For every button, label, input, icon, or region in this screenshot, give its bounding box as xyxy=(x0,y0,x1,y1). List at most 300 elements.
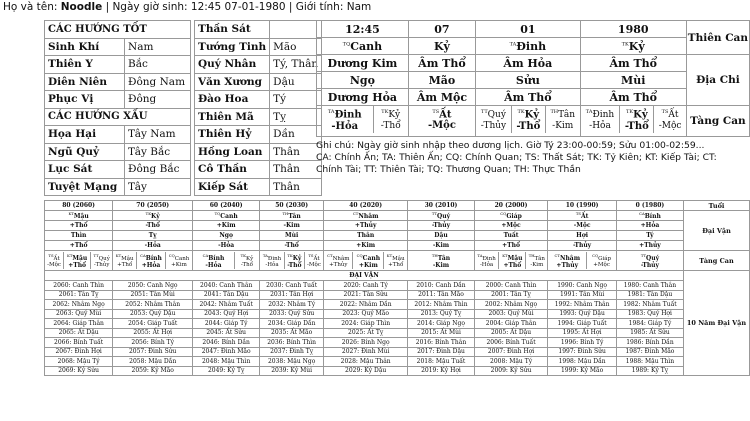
year-cell: 2010: Canh Dần xyxy=(408,281,475,291)
year-cell: 2016: Bính Thân xyxy=(408,338,475,348)
dai-van-age: 60 (2040) xyxy=(193,201,260,211)
year-cell: 2026: Bính Ngọ xyxy=(324,338,408,348)
hidden-stem-name: Đinh xyxy=(267,255,282,262)
star-label: Cô Thần xyxy=(195,161,270,179)
branch-element: Âm Mộc xyxy=(408,89,475,106)
bad-directions-header-row xyxy=(45,108,191,126)
ten-god-code: CQ xyxy=(168,252,175,258)
year-cell: 2064: Giáp Thân xyxy=(45,319,113,329)
dai-van-tang-row xyxy=(45,251,750,271)
year-cell: 2051: Tân Mùi xyxy=(113,290,193,300)
hidden-stem-name: Mậu xyxy=(72,254,88,262)
hidden-stem xyxy=(260,252,284,270)
ten-god-code: KT xyxy=(66,252,73,258)
can-side-label: Thiên Can xyxy=(686,21,749,55)
year-row xyxy=(45,338,750,348)
branch-element: Âm Thổ xyxy=(580,89,686,106)
hidden-stems-group xyxy=(617,252,683,269)
year-cell: 2006: Bính Tuất xyxy=(474,338,548,348)
stem-name: Mậu xyxy=(73,213,89,220)
hidden-stem-element: -Kim xyxy=(432,262,450,269)
star-value: Thân xyxy=(270,161,322,179)
stem-name: Kỷ xyxy=(151,213,160,220)
ten-god-code: CT xyxy=(327,252,333,258)
year-row xyxy=(45,290,750,300)
ten-god-code: TT xyxy=(93,252,99,258)
dai-van-stem xyxy=(616,211,683,221)
direction-label: Diên Niên xyxy=(45,73,125,91)
dai-van-branch: Tỵ xyxy=(113,231,193,241)
year-cell: 2003: Quý Mùi xyxy=(474,309,548,319)
ten-god-code: CA xyxy=(140,252,146,258)
hidden-stems-row xyxy=(113,252,192,270)
hidden-stem-name: Nhâm xyxy=(559,254,581,262)
star-row xyxy=(195,73,322,91)
hidden-stem-element: +Thổ xyxy=(388,262,404,269)
ten-god-code: CT xyxy=(554,252,560,258)
note-text xyxy=(316,140,746,176)
year-cell: 2041: Tân Dậu xyxy=(193,290,260,300)
hidden-stem-element: -Mộc xyxy=(47,262,62,269)
direction-value: Tây xyxy=(125,178,191,196)
stem-name: Quý xyxy=(437,213,451,220)
ten-god-code: TS xyxy=(575,211,581,216)
dai-van-stem-element: -Thủy xyxy=(408,221,475,231)
chi-side-label: Địa Chi xyxy=(686,55,749,106)
dai-van-stem xyxy=(408,211,475,221)
year-cell: 2047: Đinh Mão xyxy=(193,347,260,357)
hidden-stems-row xyxy=(409,106,475,132)
ten-god-code: TA xyxy=(585,109,593,115)
year-cell: 2023: Quý Mão xyxy=(324,309,408,319)
dai-van-branch: Thân xyxy=(324,231,408,241)
star-row xyxy=(195,126,322,144)
year-cell: 2057: Đinh Sửu xyxy=(113,347,193,357)
star-value: Thân xyxy=(270,178,322,196)
pillar-title-row xyxy=(317,21,750,38)
hidden-stems-row xyxy=(45,252,112,270)
stem-name: Canh xyxy=(220,213,238,220)
year-cell: 1985: Ất Sửu xyxy=(616,328,683,338)
dai-van-section-title: ĐẠI VẬN xyxy=(45,271,684,281)
direction-row xyxy=(45,178,191,196)
star-row xyxy=(195,108,322,126)
star-label: Quý Nhân xyxy=(195,56,270,74)
year-cell: 2043: Quý Hợi xyxy=(193,309,260,319)
dai-van-branch-element: +Kim xyxy=(324,241,408,251)
stem-name: Nhâm xyxy=(358,213,379,220)
year-cell: 1982: Nhâm Tuất xyxy=(616,300,683,310)
hidden-stems-group xyxy=(317,106,408,133)
hidden-stems-group xyxy=(408,252,474,269)
direction-value: Tây Nam xyxy=(125,126,191,144)
hidden-stem-name: Ất xyxy=(313,255,320,262)
dai-van-age: 10 (1990) xyxy=(548,201,617,211)
year-cell: 2019: Kỷ Hợi xyxy=(408,366,475,376)
heavenly-stem xyxy=(408,38,475,55)
direction-value: Đông Bắc xyxy=(125,161,191,179)
year-cell: 2011: Tân Mão xyxy=(408,290,475,300)
hidden-stem-element: -Thổ xyxy=(624,120,649,132)
year-cell: 2000: Canh Thìn xyxy=(474,281,548,291)
hidden-stem xyxy=(545,106,579,133)
hidden-stem-element: +Kim xyxy=(171,262,187,269)
year-row xyxy=(45,366,750,376)
ten-god-code: CQ xyxy=(592,252,599,258)
star-label: Tướng Tinh xyxy=(195,38,270,56)
dai-van-branch-element: -Hỏa xyxy=(113,241,193,251)
hidden-stems-group xyxy=(260,252,323,270)
hidden-stem-element: -Thổ xyxy=(240,262,254,269)
stem-element: Âm Hỏa xyxy=(476,55,581,72)
year-cell: 2029: Kỷ Dậu xyxy=(324,366,408,376)
dai-van-stem-element: +Mộc xyxy=(474,221,548,231)
hidden-stems-cell xyxy=(317,106,409,137)
dai-van-stem xyxy=(260,211,324,221)
dai-van-stem-element: -Thổ xyxy=(113,221,193,231)
year-cell: 2053: Quý Dậu xyxy=(113,309,193,319)
year-cell: 1991: Tân Mùi xyxy=(548,290,617,300)
year-cell: 2012: Nhâm Thìn xyxy=(408,300,475,310)
stem-element: Dương Kim xyxy=(317,55,409,72)
dai-van-chi-element-row xyxy=(45,241,750,251)
hidden-stems-group xyxy=(409,106,475,132)
hidden-stem-name: Bính xyxy=(145,254,162,262)
direction-table xyxy=(44,20,191,196)
hidden-stem-name: Mậu xyxy=(392,255,405,262)
hidden-stem-name: Nhâm xyxy=(332,255,350,262)
hidden-stem-name: Bính xyxy=(208,254,225,262)
note-line-1: Ghi chú: Ngày giờ sinh nhập theo dương lịch. Giờ Tý 23:00-00:59; Sửu 01:00-02:59... xyxy=(316,140,705,151)
dai-van-branch-element: +Thủy xyxy=(616,241,683,251)
dai-van-stem xyxy=(548,211,617,221)
direction-label: Tuyệt Mạng xyxy=(45,178,125,196)
hidden-stem-name: Ất xyxy=(439,109,452,121)
hidden-stem-name: Tân xyxy=(558,110,576,120)
direction-label: Ngũ Quỷ xyxy=(45,143,125,161)
pillar-table xyxy=(316,20,750,137)
ten-god-code: CQ xyxy=(356,252,363,258)
hidden-stems-row xyxy=(476,106,580,133)
ten-god-code: TQ xyxy=(214,211,221,216)
star-row xyxy=(195,91,322,109)
hidden-stem xyxy=(409,106,475,132)
ten-god-code: KT xyxy=(68,211,74,216)
hidden-stems-row xyxy=(260,252,323,270)
ten-god-code: TS xyxy=(48,252,54,258)
hidden-stem-element: -Hỏa xyxy=(265,262,279,269)
year-cell: 1981: Tân Dậu xyxy=(616,290,683,300)
dai-van-age-row xyxy=(45,201,750,211)
hidden-stem-element: +Hỏa xyxy=(141,261,161,269)
ten-god-code: TH xyxy=(282,211,289,216)
direction-label: Sinh Khí xyxy=(45,38,125,56)
year-cell: 2004: Giáp Thân xyxy=(474,319,548,329)
hidden-stem-element: -Thổ xyxy=(380,121,401,131)
dai-van-branch: Tuất xyxy=(474,231,548,241)
direction-row xyxy=(45,73,191,91)
year-cell: 2017: Đinh Dậu xyxy=(408,347,475,357)
year-cell: 2009: Kỷ Sửu xyxy=(474,366,548,376)
earthly-branch: Mùi xyxy=(580,72,686,89)
ten-god-code: TA xyxy=(509,40,517,47)
year-cell: 2038: Mậu Ngọ xyxy=(260,357,324,367)
stem-name: Bính xyxy=(644,213,661,220)
year-cell: 1989: Kỷ Tỵ xyxy=(616,366,683,376)
ten-god-code: TK xyxy=(381,109,389,115)
star-value: Dần xyxy=(270,126,322,144)
year-cell: 2063: Quý Mùi xyxy=(45,309,113,319)
year-cell: 2024: Giáp Thìn xyxy=(324,319,408,329)
ten-god-code: TH xyxy=(528,252,535,258)
year-cell: 2061: Tân Tỵ xyxy=(45,290,113,300)
year-cell: 1993: Quý Dậu xyxy=(548,309,617,319)
hidden-stem-name: Mậu xyxy=(121,255,134,262)
tang-can-label: Tàng Can xyxy=(684,251,750,271)
hidden-stem xyxy=(475,252,499,270)
dai-van-label: Đại Vận xyxy=(684,211,750,251)
year-cell: 2046: Bính Dần xyxy=(193,338,260,348)
hidden-stems-cell xyxy=(408,106,475,137)
year-cell: 2025: Ất Tỵ xyxy=(324,328,408,338)
year-cell: 2021: Tân Sửu xyxy=(324,290,408,300)
star-value: Mão xyxy=(270,38,322,56)
hidden-stem-name: Canh xyxy=(174,255,190,262)
hidden-stem-name: Đinh xyxy=(592,110,615,120)
dai-van-branch: Thìn xyxy=(45,231,113,241)
year-cell: 2066: Bính Tuất xyxy=(45,338,113,348)
year-cell: 1988: Mậu Thìn xyxy=(616,357,683,367)
year-cell: 1983: Quý Hợi xyxy=(616,309,683,319)
note-line-2: CA: Chính Ấn; TA: Thiên Ấn; CQ: Chính Quan; TS: Thất Sát; TK: Tỷ Kiên; KT: Kiếp Tài; CT: Chính Tài; TT: Thiên Tài; TQ: Thương Quan; TH: Thực Thần xyxy=(316,152,717,175)
hidden-stem xyxy=(353,252,384,270)
earthly-branch: Mão xyxy=(408,72,475,89)
pillar-title: 1980 xyxy=(580,21,686,38)
year-cell: 2039: Kỷ Mùi xyxy=(260,366,324,376)
birth-value: 12:45 07-01-1980 xyxy=(190,1,286,13)
star-label: Văn Xương xyxy=(195,73,270,91)
stem-name: Tân xyxy=(288,213,301,220)
direction-label: Lục Sát xyxy=(45,161,125,179)
direction-value: Nam xyxy=(125,38,191,56)
ten-god-code: TS xyxy=(661,109,669,115)
ten-god-code: TH xyxy=(431,253,438,258)
hidden-stems-row xyxy=(548,252,616,270)
hidden-stem-element: +Thủy xyxy=(556,261,579,269)
hidden-stem-element: -Hỏa xyxy=(479,262,494,269)
hidden-stem xyxy=(408,252,474,269)
ten-god-code: TA xyxy=(477,252,483,258)
hidden-stem xyxy=(91,252,113,270)
pillar-chi-element-row xyxy=(317,89,750,106)
dai-van-section-row xyxy=(45,271,750,281)
hidden-stem-name: Tân xyxy=(437,255,451,262)
hidden-stem xyxy=(587,252,616,270)
hidden-stem-element: -Kim xyxy=(530,262,544,269)
year-cell: 2005: Ất Dậu xyxy=(474,328,548,338)
ten-god-code: TS xyxy=(308,252,314,258)
hidden-stem xyxy=(526,252,547,270)
dai-van-branch-element: -Kim xyxy=(408,241,475,251)
dai-van-stem-element: -Kim xyxy=(260,221,324,231)
year-cell: 1996: Bính Tý xyxy=(548,338,617,348)
branch-element: Âm Thổ xyxy=(476,89,581,106)
hidden-stems-group xyxy=(45,252,112,270)
hidden-stem xyxy=(304,252,323,270)
pillar-title: 07 xyxy=(408,21,475,38)
ten-god-code: TQ xyxy=(342,40,351,47)
hidden-stem-name: Đinh xyxy=(334,109,362,121)
star-value xyxy=(270,21,322,39)
ten-god-code: TA xyxy=(327,109,335,116)
star-row xyxy=(195,143,322,161)
hidden-stem-name: Ất xyxy=(53,255,60,262)
earthly-branch: Sửu xyxy=(476,72,581,89)
direction-row xyxy=(45,126,191,144)
direction-value: Đông Nam xyxy=(125,73,191,91)
header-separator: | xyxy=(105,1,110,13)
direction-label: Phục Vị xyxy=(45,91,125,109)
dai-van-branch-element: -Thổ xyxy=(260,241,324,251)
dai-van-branch: Mùi xyxy=(260,231,324,241)
year-cell: 2028: Mậu Thân xyxy=(324,357,408,367)
star-label: Thần Sát xyxy=(195,21,270,39)
year-cell: 2014: Giáp Ngọ xyxy=(408,319,475,329)
ten-god-code: KT xyxy=(502,252,508,258)
star-label: Kiếp Sát xyxy=(195,178,270,196)
year-cell: 1992: Nhâm Thân xyxy=(548,300,617,310)
direction-value: Đông xyxy=(125,91,191,109)
hidden-stem xyxy=(620,106,654,133)
year-cell: 2018: Mậu Tuất xyxy=(408,357,475,367)
hidden-stems-group xyxy=(548,252,616,270)
dai-van-hidden-cell xyxy=(616,251,683,271)
direction-label: Họa Hại xyxy=(45,126,125,144)
tuoi-label: Tuổi xyxy=(684,201,750,211)
year-cell: 2036: Bính Thìn xyxy=(260,338,324,348)
ten-god-code: TT xyxy=(480,109,488,115)
hidden-stem-name: Canh xyxy=(362,254,381,262)
star-value: Thân xyxy=(270,143,322,161)
hidden-stems-group xyxy=(476,106,580,133)
year-cell: 2058: Mậu Dần xyxy=(113,357,193,367)
ten-god-code: TK xyxy=(287,252,293,258)
tang-side-label: Tàng Can xyxy=(686,106,749,137)
hidden-stem-element: -Mộc xyxy=(658,121,682,131)
year-row xyxy=(45,309,750,319)
hidden-stem-element: -Thổ xyxy=(287,261,302,269)
direction-row xyxy=(45,143,191,161)
hidden-stem-name: Mậu xyxy=(507,254,523,262)
year-cell: 2042: Nhâm Tuất xyxy=(193,300,260,310)
ten-god-code: TK xyxy=(626,109,634,116)
dai-van-chi-row xyxy=(45,231,750,241)
hidden-stem-element: +Mộc xyxy=(593,262,610,269)
hidden-stem xyxy=(317,106,373,133)
dai-van-hidden-cell xyxy=(45,251,113,271)
hidden-stems-cell xyxy=(476,106,581,137)
ten-god-code: TK xyxy=(621,40,629,47)
hidden-stems-group xyxy=(581,106,686,133)
hidden-stem xyxy=(45,252,64,270)
dai-van-branch-element: -Hỏa xyxy=(193,241,260,251)
dai-van-age: 70 (2050) xyxy=(113,201,193,211)
hidden-stems-row xyxy=(617,252,683,269)
year-cell: 2048: Mậu Thìn xyxy=(193,357,260,367)
hidden-stems-cell xyxy=(580,106,686,137)
hidden-stem-name: Ất xyxy=(668,110,679,120)
hidden-stems-group xyxy=(193,252,259,270)
birth-label: Ngày giờ sinh: xyxy=(112,1,188,13)
star-label: Thiên Hỷ xyxy=(195,126,270,144)
year-row xyxy=(45,347,750,357)
hidden-stems-row xyxy=(475,252,548,270)
dai-van-stem-element: +Thủy xyxy=(324,221,408,231)
dai-van-hidden-cell xyxy=(193,251,260,271)
year-cell: 2062: Nhâm Ngọ xyxy=(45,300,113,310)
year-cell: 2045: Ất Sửu xyxy=(193,328,260,338)
hidden-stem-element: -Mộc xyxy=(427,120,456,132)
hidden-stem xyxy=(384,252,407,270)
direction-row xyxy=(45,161,191,179)
year-cell: 1990: Canh Ngọ xyxy=(548,281,617,291)
hidden-stem xyxy=(165,252,192,270)
star-row xyxy=(195,56,322,74)
stem-name: Ất xyxy=(580,213,589,220)
year-cell: 2067: Đinh Hợi xyxy=(45,347,113,357)
hidden-stem-element: +Thổ xyxy=(117,262,133,269)
ten-god-code: CA xyxy=(202,252,209,258)
hidden-stem xyxy=(324,252,353,270)
ten-god-code: CQ xyxy=(500,211,507,216)
hidden-stem xyxy=(511,106,545,133)
hidden-stem-element: -Kim xyxy=(552,121,574,131)
year-cell: 2015: Ất Mùi xyxy=(408,328,475,338)
star-value: Tý, Thân xyxy=(270,56,322,74)
dai-van-table xyxy=(44,200,750,376)
hidden-stems-row xyxy=(317,106,408,133)
hidden-stem-name: Quý xyxy=(98,255,110,262)
year-cell: 2040: Canh Thân xyxy=(193,281,260,291)
hidden-stem-element: +Thổ xyxy=(68,261,87,269)
hidden-stem-element: -Hỏa xyxy=(331,120,359,132)
star-value: Dậu xyxy=(270,73,322,91)
year-cell: 1999: Kỷ Mão xyxy=(548,366,617,376)
year-cell: 1986: Bính Dần xyxy=(616,338,683,348)
year-cell: 1994: Giáp Tuất xyxy=(548,319,617,329)
hidden-stem-name: Đinh xyxy=(482,255,496,262)
year-cell: 2022: Nhâm Dần xyxy=(324,300,408,310)
hidden-stem-name: Giáp xyxy=(598,255,612,262)
direction-label: Thiên Y xyxy=(45,56,125,74)
hidden-stem-name: Kỷ xyxy=(292,254,302,262)
pillar-title: 12:45 xyxy=(317,21,409,38)
dai-van-hidden-cell xyxy=(324,251,408,271)
year-cell: 2044: Giáp Tý xyxy=(193,319,260,329)
year-cell: 2027: Đinh Mùi xyxy=(324,347,408,357)
good-directions-header-row xyxy=(45,21,191,39)
heavenly-stem xyxy=(476,38,581,55)
dai-van-age: 80 (2060) xyxy=(45,201,113,211)
hidden-stem xyxy=(284,252,304,270)
ten-god-code: TT xyxy=(431,211,438,216)
star-value: Tỵ xyxy=(270,108,322,126)
hidden-stem-element: -Thủy xyxy=(480,121,507,131)
hidden-stem-element: +Thổ xyxy=(503,261,522,269)
year-cell: 1980: Canh Thân xyxy=(616,281,683,291)
direction-row xyxy=(45,91,191,109)
year-cell: 2031: Tân Hợi xyxy=(260,290,324,300)
